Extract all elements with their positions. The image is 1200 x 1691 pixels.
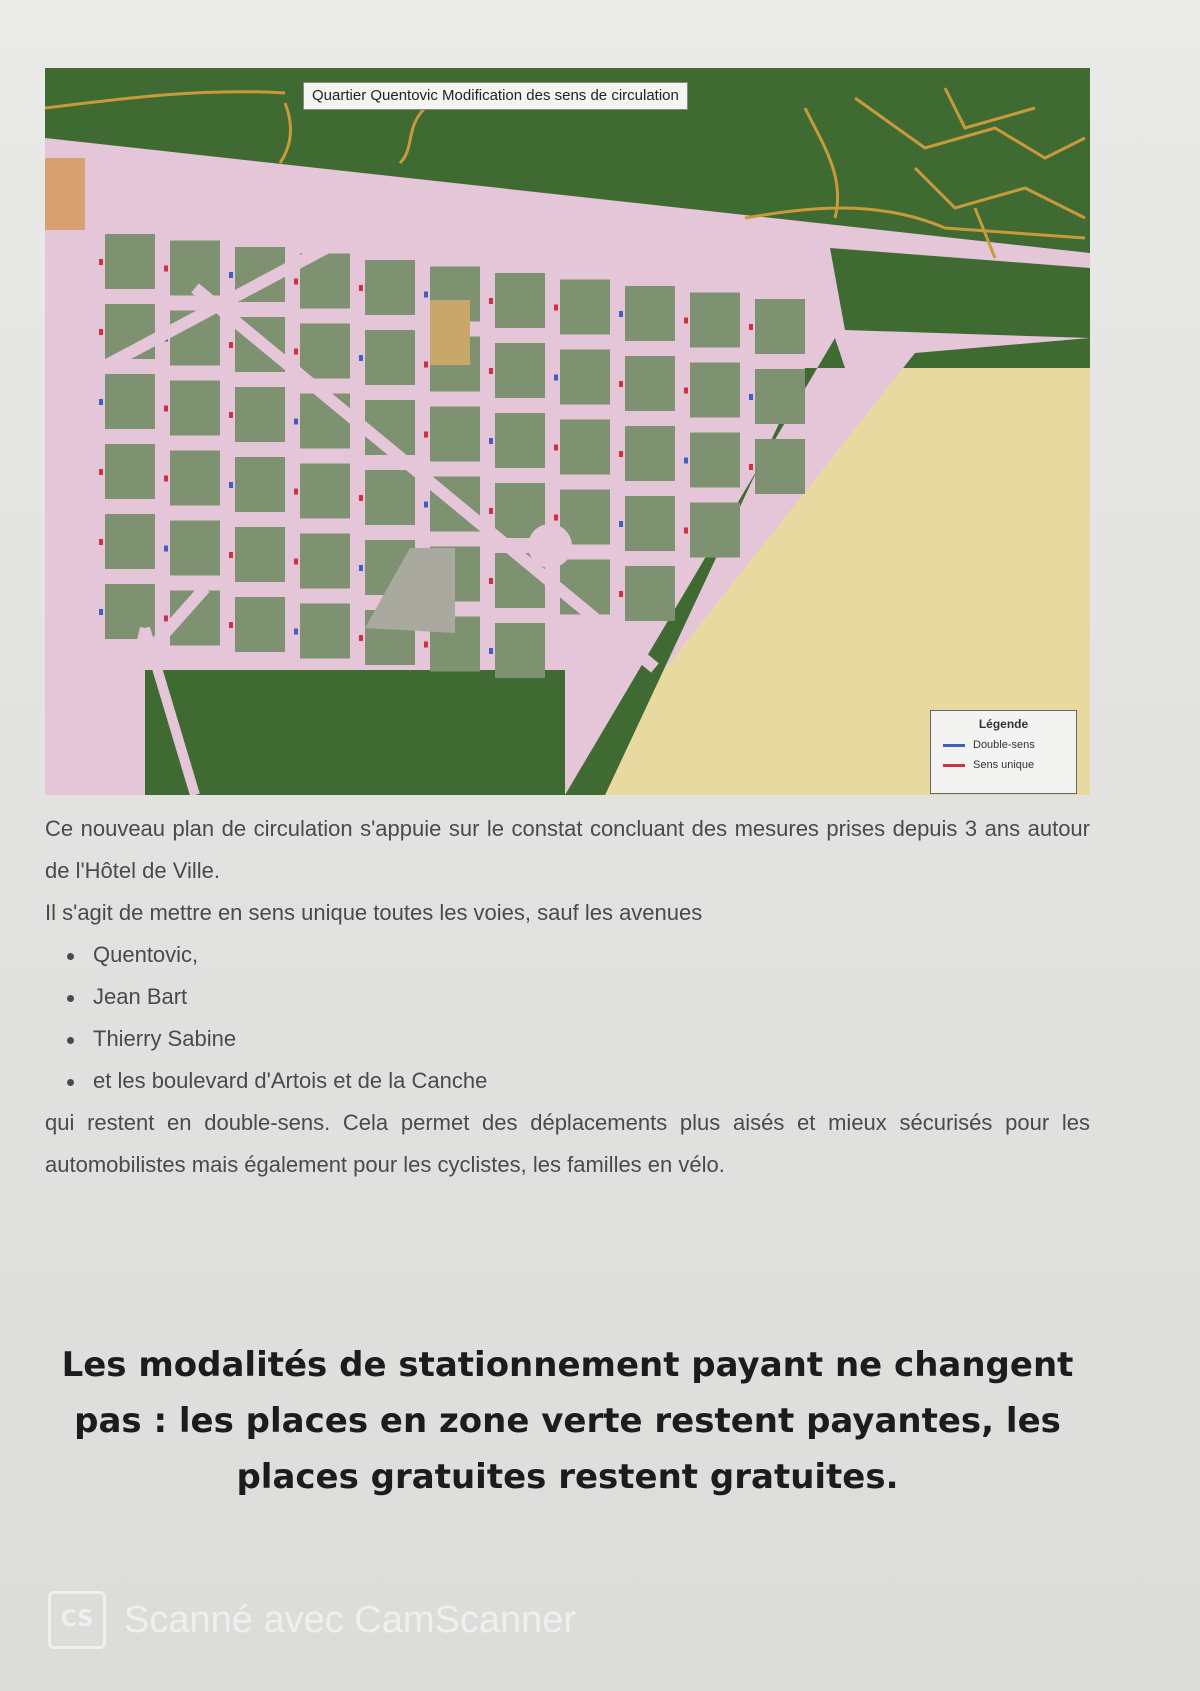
orange-block <box>45 158 85 230</box>
direction-marker <box>99 329 103 335</box>
direction-marker <box>229 412 233 418</box>
legend-title: Légende <box>978 717 1029 731</box>
city-block <box>495 413 545 468</box>
direction-marker <box>294 279 298 285</box>
city-block <box>170 521 220 576</box>
direction-marker <box>294 349 298 355</box>
direction-marker <box>424 362 428 368</box>
direction-marker <box>229 622 233 628</box>
city-block <box>300 464 350 519</box>
camscanner-logo-icon: CS <box>48 1591 106 1649</box>
legend-item-double <box>943 739 1076 751</box>
direction-marker <box>489 648 493 654</box>
city-block <box>105 444 155 499</box>
city-block <box>625 286 675 341</box>
city-block <box>625 356 675 411</box>
direction-marker <box>554 305 558 311</box>
city-block <box>495 343 545 398</box>
direction-marker <box>99 539 103 545</box>
city-block <box>235 457 285 512</box>
scanner-watermark <box>48 1592 576 1648</box>
list-item: Quentovic, <box>93 934 1090 976</box>
direction-marker <box>294 629 298 635</box>
direction-marker <box>359 635 363 641</box>
direction-marker <box>489 438 493 444</box>
direction-marker <box>489 298 493 304</box>
direction-marker <box>164 546 168 552</box>
city-block <box>170 381 220 436</box>
city-block <box>365 260 415 315</box>
direction-marker <box>229 272 233 278</box>
direction-marker <box>619 591 623 597</box>
direction-marker <box>99 469 103 475</box>
city-block <box>495 623 545 678</box>
city-block <box>495 273 545 328</box>
city-block <box>170 241 220 296</box>
lower-park <box>145 670 565 795</box>
city-block <box>170 451 220 506</box>
legend-label: Sens unique <box>973 759 1035 771</box>
city-block <box>365 470 415 525</box>
direction-marker <box>554 445 558 451</box>
direction-marker <box>489 578 493 584</box>
street-map <box>45 68 1090 795</box>
avenue-list <box>45 934 1090 1102</box>
city-block <box>560 280 610 335</box>
city-block <box>690 433 740 488</box>
direction-marker <box>684 458 688 464</box>
direction-marker <box>554 515 558 521</box>
list-item: et les boulevard d'Artois et de la Canche <box>93 1060 1090 1102</box>
direction-marker <box>229 552 233 558</box>
body-text <box>45 808 1090 1186</box>
parking-notice: Les modalités de stationnement payant ne changent pas : les places en zone verte restent payantes, les places gratuites restent gratuites. <box>61 1345 1074 1497</box>
direction-marker <box>684 318 688 324</box>
direction-marker <box>619 521 623 527</box>
city-block <box>625 426 675 481</box>
city-block <box>430 407 480 462</box>
city-block <box>755 439 805 494</box>
list-item: Jean Bart <box>93 976 1090 1018</box>
direction-marker <box>294 559 298 565</box>
direction-marker <box>359 495 363 501</box>
direction-marker <box>619 451 623 457</box>
legend-label: Double-sens <box>973 739 1035 751</box>
direction-marker <box>424 432 428 438</box>
direction-marker <box>424 642 428 648</box>
city-block <box>235 387 285 442</box>
direction-marker <box>749 464 753 470</box>
blue-line-icon <box>943 744 965 747</box>
city-block <box>560 350 610 405</box>
direction-marker <box>164 406 168 412</box>
direction-marker <box>99 609 103 615</box>
city-block <box>105 234 155 289</box>
direction-marker <box>229 342 233 348</box>
city-block <box>300 534 350 589</box>
city-block <box>235 527 285 582</box>
watermark-text: Scanné avec CamScanner <box>124 1598 577 1641</box>
list-item: Thierry Sabine <box>93 1018 1090 1060</box>
direction-marker <box>164 616 168 622</box>
direction-marker <box>554 375 558 381</box>
city-block <box>105 514 155 569</box>
direction-marker <box>164 266 168 272</box>
direction-marker <box>619 311 623 317</box>
direction-marker <box>99 399 103 405</box>
city-block <box>300 604 350 659</box>
direction-marker <box>749 394 753 400</box>
city-block <box>300 324 350 379</box>
city-block <box>365 330 415 385</box>
legend-item-single <box>943 759 1076 771</box>
city-block <box>105 374 155 429</box>
direction-marker <box>684 528 688 534</box>
city-block <box>690 363 740 418</box>
direction-marker <box>294 489 298 495</box>
city-block <box>690 293 740 348</box>
hotel-de-ville-square <box>430 300 470 365</box>
direction-marker <box>424 502 428 508</box>
paragraph: Il s'agit de mettre en sens unique toutes les voies, sauf les avenues <box>45 900 703 925</box>
direction-marker <box>229 482 233 488</box>
direction-marker <box>684 388 688 394</box>
city-block <box>235 597 285 652</box>
direction-marker <box>359 285 363 291</box>
direction-marker <box>489 368 493 374</box>
direction-marker <box>619 381 623 387</box>
city-block <box>755 369 805 424</box>
direction-marker <box>359 565 363 571</box>
paragraph: Ce nouveau plan de circulation s'appuie sur le constat concluant des mesures prises depuis 3 ans autour de l'Hôtel de Ville. <box>45 816 1090 883</box>
map-title: Quartier Quentovic Modification des sens de circulation <box>303 82 688 110</box>
city-block <box>755 299 805 354</box>
map-legend <box>930 710 1077 794</box>
direction-marker <box>294 419 298 425</box>
city-block <box>625 496 675 551</box>
direction-marker <box>164 476 168 482</box>
city-block <box>560 420 610 475</box>
city-block <box>625 566 675 621</box>
direction-marker <box>424 292 428 298</box>
direction-marker <box>359 355 363 361</box>
roundabout <box>528 524 572 568</box>
paragraph: qui restent en double-sens. Cela permet des déplacements plus aisés et mieux sécurisés pour les automobilistes mais également pour les cyclistes, les familles en vélo. <box>45 1110 1090 1177</box>
direction-marker <box>489 508 493 514</box>
map-drawing <box>45 68 1090 795</box>
direction-marker <box>99 259 103 265</box>
city-block <box>690 503 740 558</box>
direction-marker <box>749 324 753 330</box>
red-arrow-icon <box>943 764 965 767</box>
